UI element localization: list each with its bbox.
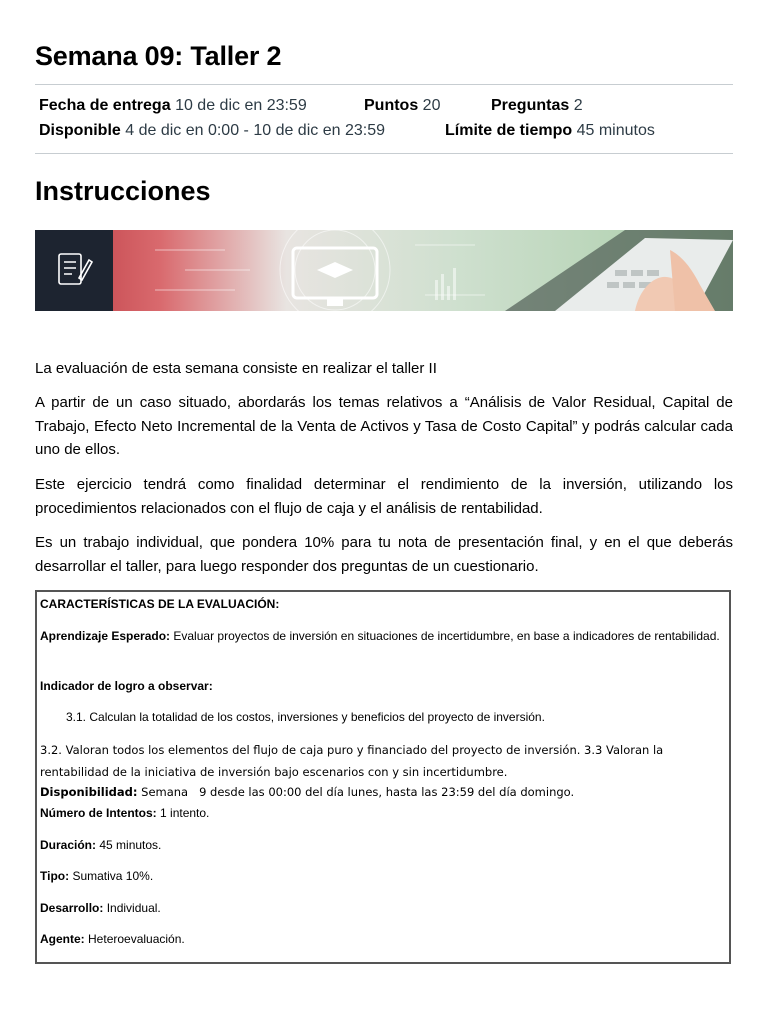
instructions-heading: Instrucciones xyxy=(35,176,211,206)
agent-value: Heteroevaluación. xyxy=(88,932,185,946)
indicator-item: 3.1. Calculan la totalidad de los costos, inversiones y beneficios del proyecto de inversión. xyxy=(66,710,545,724)
page-title: Semana 09: Taller 2 xyxy=(35,41,282,71)
type-label: Tipo: xyxy=(40,869,70,883)
course-banner xyxy=(35,230,733,311)
divider xyxy=(35,153,733,154)
quiz-meta-row-1 xyxy=(39,97,307,115)
duration-value: 45 minutos. xyxy=(99,838,162,852)
instructions-paragraph: Es un trabajo individual, que pondera 10% para tu nota de presentación final, y en el que deberás desarrollar el taller, para luego responder dos preguntas de un cuestionario. xyxy=(35,534,733,575)
duration-label: Duración: xyxy=(40,838,97,852)
available-value: 4 de dic en 0:00 - 10 de dic en 23:59 xyxy=(125,122,385,139)
banner-illustration xyxy=(35,230,733,311)
points-value: 20 xyxy=(422,97,441,114)
questions-value: 2 xyxy=(573,97,583,114)
attempts-value: 1 intento. xyxy=(160,806,210,820)
points-label: Puntos xyxy=(364,97,419,114)
questions-meta xyxy=(491,97,583,115)
instructions-paragraph: La evaluación de esta semana consiste en realizar el taller II xyxy=(35,360,437,377)
questions-label: Preguntas xyxy=(491,97,570,114)
duration xyxy=(40,837,161,854)
due-value: 10 de dic en 23:59 xyxy=(175,97,307,114)
expected-learning xyxy=(40,628,720,645)
due-label: Fecha de entrega xyxy=(39,97,171,114)
availability-value: Semana 9 desde las 00:00 del día lunes, hasta las 23:59 del día domingo. xyxy=(141,785,575,799)
points-meta xyxy=(364,97,440,115)
availability xyxy=(40,784,574,801)
characteristics-box xyxy=(35,590,731,964)
agent-label: Agente: xyxy=(40,932,85,946)
time-limit-meta xyxy=(445,122,655,140)
attempts-label: Número de Intentos: xyxy=(40,806,157,820)
expected-value: Evaluar proyectos de inversión en situaciones de incertidumbre, en base a indicadores de rentabilidad. xyxy=(173,629,720,643)
indicator-heading: Indicador de logro a observar: xyxy=(40,679,213,693)
availability-label: Disponibilidad: xyxy=(40,785,138,799)
available-label: Disponible xyxy=(39,122,121,139)
indicator-item: 3.2. Valoran todos los elementos del flujo de caja puro y financiado del proyecto de inversión. 3.3 Valoran la rentabilidad de la iniciativa de inversión bajo escenarios con y sin incertidumbre. xyxy=(40,743,664,779)
development-label: Desarrollo: xyxy=(40,901,104,915)
attempts xyxy=(40,805,209,822)
development xyxy=(40,900,161,917)
time-limit-value: 45 minutos xyxy=(576,122,655,139)
instructions-paragraph: A partir de un caso situado, abordarás los temas relativos a “Análisis de Valor Residual, Capital de Trabajo, Efecto Neto Incremental de la Venta de Activos y Tasa de Costo Capital” y podrás calcular cada uno de ellos. xyxy=(35,394,733,458)
instructions-paragraph: Este ejercicio tendrá como finalidad determinar el rendimiento de la inversión, utilizando los procedimientos relacionados con el flujo de caja y el análisis de rentabilidad. xyxy=(35,476,733,517)
type-value: Sumativa 10%. xyxy=(72,869,154,883)
characteristics-heading: CARACTERÍSTICAS DE LA EVALUACIÓN: xyxy=(40,597,280,611)
divider xyxy=(35,84,733,85)
agent xyxy=(40,931,185,948)
expected-label: Aprendizaje Esperado: xyxy=(40,629,171,643)
available-meta xyxy=(39,122,385,140)
type xyxy=(40,868,153,885)
time-limit-label: Límite de tiempo xyxy=(445,122,573,139)
development-value: Individual. xyxy=(106,901,161,915)
